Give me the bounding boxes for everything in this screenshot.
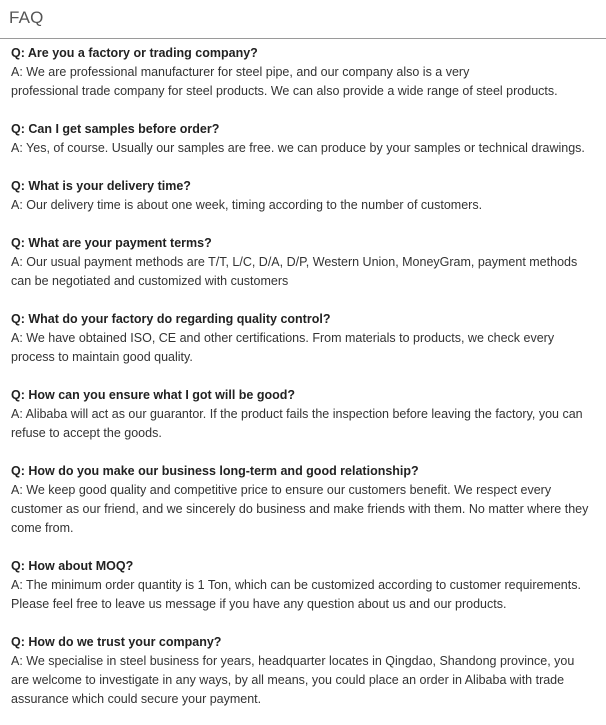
faq-answer-line: can be negotiated and customized with customers <box>11 274 289 288</box>
faq-answer-line: are welcome to investigate in any ways, by all means, you could place an order in Alibaba with trade <box>11 673 565 687</box>
faq-answer <box>11 405 602 443</box>
faq-question: Q: Are you a factory or trading company? <box>11 46 258 60</box>
faq-item-long-term-relationship <box>11 462 602 538</box>
faq-item-trust-company <box>11 633 602 709</box>
faq-answer-line: A: We are professional manufacturer for steel pipe, and our company also is a very <box>11 65 470 79</box>
faq-answer <box>11 196 602 215</box>
faq-answer-line: professional trade company for steel products. We can also provide a wide range of steel products. <box>11 84 558 98</box>
faq-question: Q: What are your payment terms? <box>11 236 212 250</box>
faq-answer-line: customer as our friend, and we sincerely do business and make friends with them. No matter where they <box>11 502 589 516</box>
faq-answer <box>11 329 602 367</box>
faq-answer-line: process to maintain good quality. <box>11 350 193 364</box>
page-title: FAQ <box>9 8 44 27</box>
faq-answer-line: A: The minimum order quantity is 1 Ton, which can be customized according to customer requirements. <box>11 578 581 592</box>
faq-answer-line: Please feel free to leave us message if you have any question about us and our products. <box>11 597 507 611</box>
faq-answer <box>11 63 602 101</box>
faq-answer-line: refuse to accept the goods. <box>11 426 162 440</box>
faq-item-samples <box>11 120 602 158</box>
faq-answer <box>11 576 602 614</box>
faq-item-factory-or-trading <box>11 44 602 101</box>
faq-item-payment-terms <box>11 234 602 291</box>
faq-question: Q: How do we trust your company? <box>11 635 222 649</box>
faq-item-ensure-good <box>11 386 602 443</box>
faq-answer-line: come from. <box>11 521 74 535</box>
faq-question: Q: How about MOQ? <box>11 559 134 573</box>
faq-answer <box>11 253 602 291</box>
faq-answer-line: A: Yes, of course. Usually our samples are free. we can produce by your samples or technical drawings. <box>11 141 585 155</box>
faq-item-moq <box>11 557 602 614</box>
faq-answer <box>11 481 602 538</box>
faq-header <box>0 0 606 39</box>
faq-question: Q: How can you ensure what I got will be good? <box>11 388 296 402</box>
faq-answer <box>11 652 602 709</box>
faq-answer-line: A: We keep good quality and competitive price to ensure our customers benefit. We respect every <box>11 483 552 497</box>
faq-answer-line: A: We have obtained ISO, CE and other certifications. From materials to products, we check every <box>11 331 555 345</box>
faq-answer-line: A: Alibaba will act as our guarantor. If the product fails the inspection before leaving the factory, you can <box>11 407 583 421</box>
faq-question: Q: What is your delivery time? <box>11 179 191 193</box>
faq-answer <box>11 139 602 158</box>
faq-answer-line: A: Our usual payment methods are T/T, L/C, D/A, D/P, Western Union, MoneyGram, payment methods <box>11 255 578 269</box>
faq-answer-line: A: We specialise in steel business for years, headquarter locates in Qingdao, Shandong province, you <box>11 654 575 668</box>
faq-question: Q: What do your factory do regarding quality control? <box>11 312 331 326</box>
faq-question: Q: How do you make our business long-term and good relationship? <box>11 464 419 478</box>
faq-answer-line: A: Our delivery time is about one week, timing according to the number of customers. <box>11 198 483 212</box>
faq-item-delivery-time <box>11 177 602 215</box>
faq-question: Q: Can I get samples before order? <box>11 122 220 136</box>
faq-list <box>0 39 606 709</box>
faq-answer-line: assurance which could secure your payment. <box>11 692 262 706</box>
faq-item-quality-control <box>11 310 602 367</box>
